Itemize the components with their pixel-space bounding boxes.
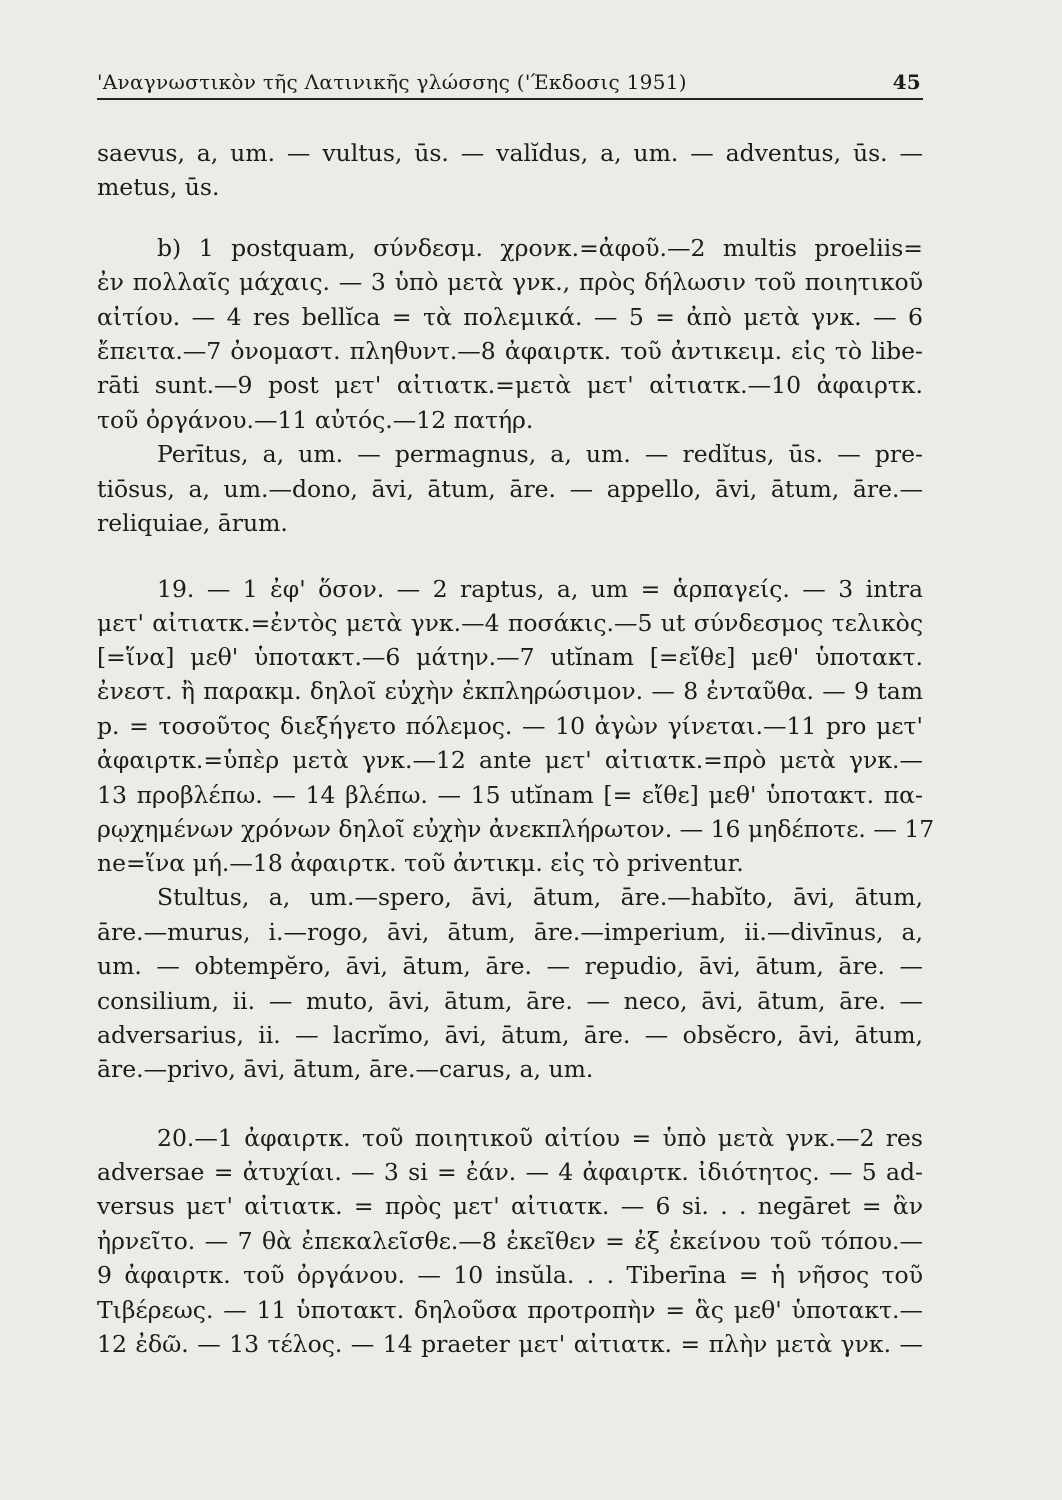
- text-line: μετ' αἰτιατκ.=ἐντὸς μετὰ γνκ.—4 ποσάκις.—5 ut σύνδεσμος τελικὸς: [97, 609, 923, 637]
- running-header: [97, 68, 923, 100]
- text-line: versus μετ' αἰτιατκ. = πρὸς μετ' αἰτιατκ. — 6 si. . . negāret = ἂν: [97, 1192, 923, 1220]
- text-line: ἐνεστ. ἢ παρακμ. δηλοῖ εὐχὴν ἐκπληρώσιμον. — 8 ἐνταῦθα. — 9 tam: [97, 677, 923, 705]
- text-line: Stultus, a, um.—spero, āvi, ātum, āre.—habĭto, āvi, ātum,: [157, 883, 923, 911]
- text-line: Perītus, a, um. — permagnus, a, um. — redĭtus, ūs. — pre-: [157, 440, 923, 468]
- text-line: ἐν πολλαῖς μάχαις. — 3 ὑπὸ μετὰ γνκ., πρὸς δήλωσιν τοῦ ποιητικοῦ: [97, 268, 923, 296]
- text-line: 12 ἐδῶ. — 13 τέλος. — 14 praeter μετ' αἰτιατκ. = πλὴν μετὰ γνκ. —: [97, 1330, 923, 1358]
- text-line: saevus, a, um. — vultus, ūs. — valĭdus, a, um. — adventus, ūs. —: [97, 139, 923, 167]
- text-line: τοῦ ὀργάνου.—11 αὐτός.—12 πατήρ.: [97, 406, 534, 434]
- section-19-start: 19. — 1 ἐφ' ὅσον. — 2 raptus, a, um = ἁρπαγείς. — 3 intra: [157, 575, 923, 603]
- text-line: [=ἵνα] μεθ' ὑποτακτ.—6 μάτην.—7 utĭnam [=εἴθε] μεθ' ὑποτακτ.: [97, 643, 923, 671]
- header-title: 'Αναγνωστικὸν τῆς Λατινικῆς γλώσσης ('Έκδοσις 1951): [97, 70, 687, 94]
- text-line: ἠρνεῖτο. — 7 θὰ ἐπεκαλεῖσθε.—8 ἐκεῖθεν = ἐξ ἐκείνου τοῦ τόπου.—: [97, 1227, 923, 1255]
- section-20-start: 20.—1 ἀφαιρτκ. τοῦ ποιητικοῦ αἰτίου = ὑπὸ μετὰ γνκ.—2 res: [157, 1124, 923, 1152]
- text-line: metus, ūs.: [97, 173, 220, 201]
- text-line: b) 1 postquam, σύνδεσμ. χρονκ.=ἀφοῦ.—2 multis proeliis=: [157, 234, 923, 262]
- text-line: consilium, ii. — muto, āvi, ātum, āre. — neco, āvi, ātum, āre. —: [97, 987, 923, 1015]
- text-line: adversae = ἀτυχίαι. — 3 si = ἐάν. — 4 ἀφαιρτκ. ἰδιότητος. — 5 ad-: [97, 1158, 923, 1186]
- text-line: tiōsus, a, um.—dono, āvi, ātum, āre. — appello, āvi, ātum, āre.—: [97, 475, 923, 503]
- text-line: ne=ἵνα μή.—18 ἀφαιρτκ. τοῦ ἀντικμ. εἰς τὸ priventur.: [97, 849, 744, 877]
- text-line: reliquiae, ārum.: [97, 509, 288, 537]
- text-line: rāti sunt.—9 post μετ' αἰτιατκ.=μετὰ μετ' αἰτιατκ.—10 ἀφαιρτκ.: [97, 371, 923, 399]
- text-line: 9 ἀφαιρτκ. τοῦ ὀργάνου. — 10 insŭla. . . Tiberīna = ἡ νῆσος τοῦ: [97, 1261, 923, 1289]
- text-line: ἀφαιρτκ.=ὑπὲρ μετὰ γνκ.—12 ante μετ' αἰτιατκ.=πρὸ μετὰ γνκ.—: [97, 746, 923, 774]
- page-number: 45: [892, 70, 921, 94]
- text-line: αἰτίου. — 4 res bellĭca = τὰ πολεμικά. — 5 = ἀπὸ μετὰ γνκ. — 6: [97, 303, 923, 331]
- text-line: 13 προβλέπω. — 14 βλέπω. — 15 utĭnam [= εἴθε] μεθ' ὑποτακτ. πα-: [97, 781, 923, 809]
- text-line: um. — obtempĕro, āvi, ātum, āre. — repudio, āvi, ātum, āre. —: [97, 952, 923, 980]
- text-line: p. = τοσοῦτος διεξήγετο πόλεμος. — 10 ἀγὼν γίνεται.—11 pro μετ': [97, 712, 923, 740]
- text-line: āre.—murus, i.—rogo, āvi, ātum, āre.—imperium, ii.—divīnus, a,: [97, 918, 923, 946]
- text-line: Τιβέρεως. — 11 ὑποτακτ. δηλοῦσα προτροπὴν = ἃς μεθ' ὑποτακτ.—: [97, 1296, 923, 1324]
- text-line: ἔπειτα.—7 ὀνομαστ. πληθυντ.—8 ἀφαιρτκ. τοῦ ἀντικειμ. εἰς τὸ libe-: [97, 337, 923, 365]
- text-line: adversarius, ii. — lacrĭmo, āvi, ātum, āre. — obsĕcro, āvi, ātum,: [97, 1021, 923, 1049]
- text-line: ρῳχημένων χρόνων δηλοῖ εὐχὴν ἀνεκπλήρωτον. — 16 μηδέποτε. — 17: [97, 815, 935, 843]
- text-line: āre.—privo, āvi, ātum, āre.—carus, a, um.: [97, 1055, 594, 1083]
